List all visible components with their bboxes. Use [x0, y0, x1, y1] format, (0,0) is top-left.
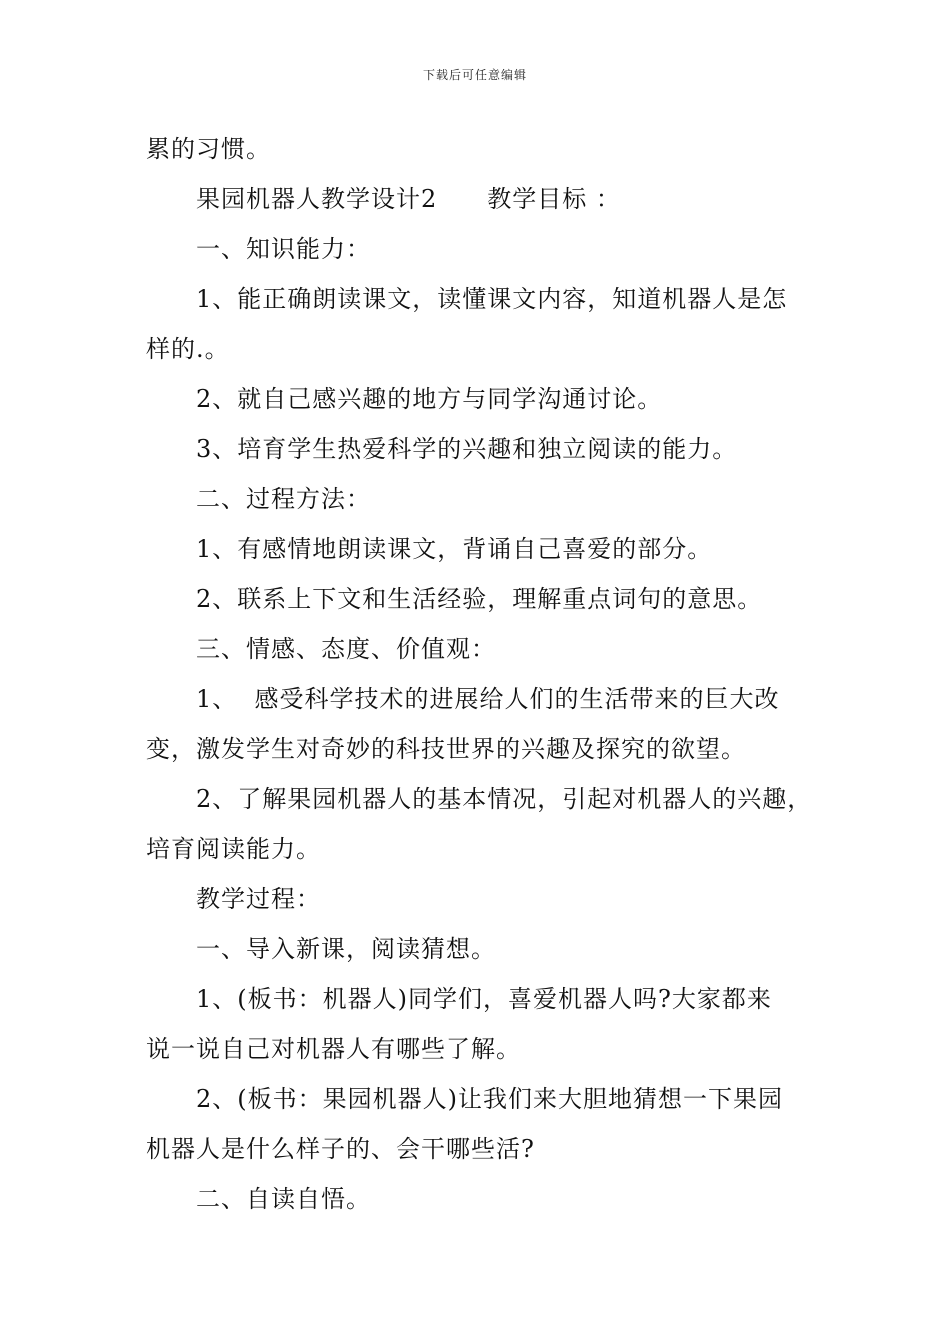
paragraph-line: 变，激发学生对奇妙的科技世界的兴趣及探究的欲望。: [146, 735, 746, 763]
paragraph-line: 累的习惯。: [146, 135, 271, 163]
section-subtitle: 教学目标 ：: [487, 185, 621, 213]
paragraph-line: 培育阅读能力。: [146, 835, 321, 863]
heading-line: 一、知识能力：: [196, 235, 371, 263]
paragraph-line: 2、了解果园机器人的基本情况，引起对机器人的兴趣，: [196, 785, 813, 813]
heading-line: 二、过程方法：: [196, 485, 371, 513]
paragraph-line: 2、(板书：果园机器人)让我们来大胆地猜想一下果园: [196, 1085, 783, 1113]
paragraph-line: 1、(板书：机器人)同学们，喜爱机器人吗?大家都来: [196, 985, 772, 1013]
paragraph-line: 2、联系上下文和生活经验，理解重点词句的意思。: [196, 585, 763, 613]
paragraph-line: [146, 174, 816, 224]
paragraph-line: 2、就自己感兴趣的地方与同学沟通讨论。: [196, 385, 663, 413]
paragraph-line: 1、有感情地朗读课文，背诵自己喜爱的部分。: [196, 535, 713, 563]
paragraph-line: 机器人是什么样子的、会干哪些活?: [146, 1135, 535, 1163]
section-title: 果园机器人教学设计2: [196, 185, 438, 213]
heading-line: 二、自读自悟。: [196, 1185, 371, 1213]
document-body: [146, 124, 816, 1224]
paragraph-line: 1、能正确朗读课文，读懂课文内容，知道机器人是怎: [196, 285, 788, 313]
heading-line: 教学过程：: [196, 885, 321, 913]
paragraph-line: 3、培育学生热爱科学的兴趣和独立阅读的能力。: [196, 435, 738, 463]
paragraph-line: 说一说自己对机器人有哪些了解。: [146, 1035, 521, 1063]
paragraph-line: 样的.。: [146, 335, 230, 363]
page-header: 下载后可任意编辑: [422, 68, 527, 82]
paragraph-line: 1、 感受科学技术的进展给人们的生活带来的巨大改: [196, 685, 780, 713]
heading-line: 一、导入新课，阅读猜想。: [196, 935, 496, 963]
heading-line: 三、情感、态度、价值观：: [196, 635, 496, 663]
